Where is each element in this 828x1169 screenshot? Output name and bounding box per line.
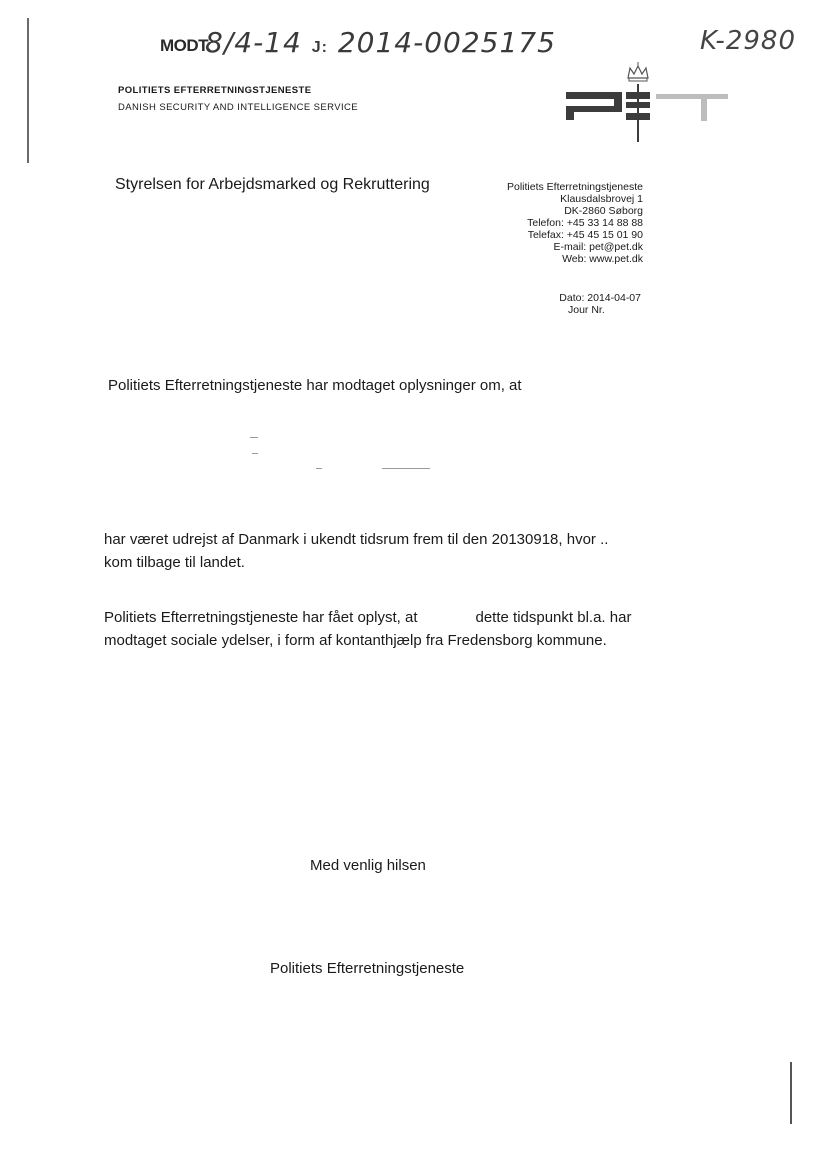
body-paragraph-2: har været udrejst af Danmark i ukendt tidsrum frem til den 20130918, hvor .. kom tilbage til landet. xyxy=(104,531,609,571)
sender-web: Web: www.pet.dk xyxy=(562,253,643,265)
journal-reference: Jour Nr. xyxy=(568,304,605,316)
logo-letter-e xyxy=(626,84,650,142)
body-paragraph-3 xyxy=(104,606,640,652)
sender-fax: Telefax: +45 45 15 01 90 xyxy=(527,229,643,241)
letter-date: Dato: 2014-04-07 xyxy=(559,292,641,304)
redaction-residue xyxy=(252,453,258,454)
scan-edge-line xyxy=(27,18,29,163)
sender-city: DK-2860 Søborg xyxy=(564,205,643,217)
sender-email: E-mail: pet@pet.dk xyxy=(553,241,643,253)
received-date-handwritten: 8/4-14 xyxy=(205,26,302,59)
scan-edge-line xyxy=(790,1062,792,1124)
case-number: K-2980 xyxy=(700,26,796,56)
sender-address-block xyxy=(430,181,643,265)
closing-greeting: Med venlig hilsen xyxy=(310,857,426,874)
crown-icon xyxy=(628,62,648,81)
sender-phone: Telefon: +45 33 14 88 88 xyxy=(527,217,643,229)
redaction-residue xyxy=(250,437,258,438)
org-name-english: DANISH SECURITY AND INTELLIGENCE SERVICE xyxy=(118,102,359,113)
body-paragraph-3-part-2: dette tidspunkt bl.a. har modtaget sociale ydelser, i form af kontanthjælp fra Fredensborg kommune. xyxy=(104,609,632,649)
date-block xyxy=(520,292,641,316)
body-paragraph-1: Politiets Efterretningstjeneste har modtaget oplysninger om, at xyxy=(108,377,522,394)
redaction-residue xyxy=(316,468,322,469)
journal-stamp xyxy=(205,26,556,59)
body-paragraph-3-part-1: Politiets Efterretningstjeneste har fået oplyst, at xyxy=(104,609,418,626)
sender-name: Politiets Efterretningstjeneste xyxy=(507,181,643,193)
org-name-danish: POLITIETS EFTERRETNINGSTJENESTE xyxy=(118,85,312,96)
journal-label: J: xyxy=(311,39,328,56)
sender-street: Klausdalsbrovej 1 xyxy=(560,193,643,205)
journal-number: 2014-0025175 xyxy=(337,26,556,59)
received-stamp xyxy=(160,36,211,56)
logo-letter-t xyxy=(656,94,728,121)
received-label: MODT: xyxy=(160,36,212,55)
recipient-name: Styrelsen for Arbejdsmarked og Rekruttering xyxy=(115,176,430,193)
pet-logo xyxy=(562,62,734,144)
signature: Politiets Efterretningstjeneste xyxy=(270,960,465,977)
logo-letter-p xyxy=(566,92,622,120)
redaction-residue xyxy=(382,468,430,469)
